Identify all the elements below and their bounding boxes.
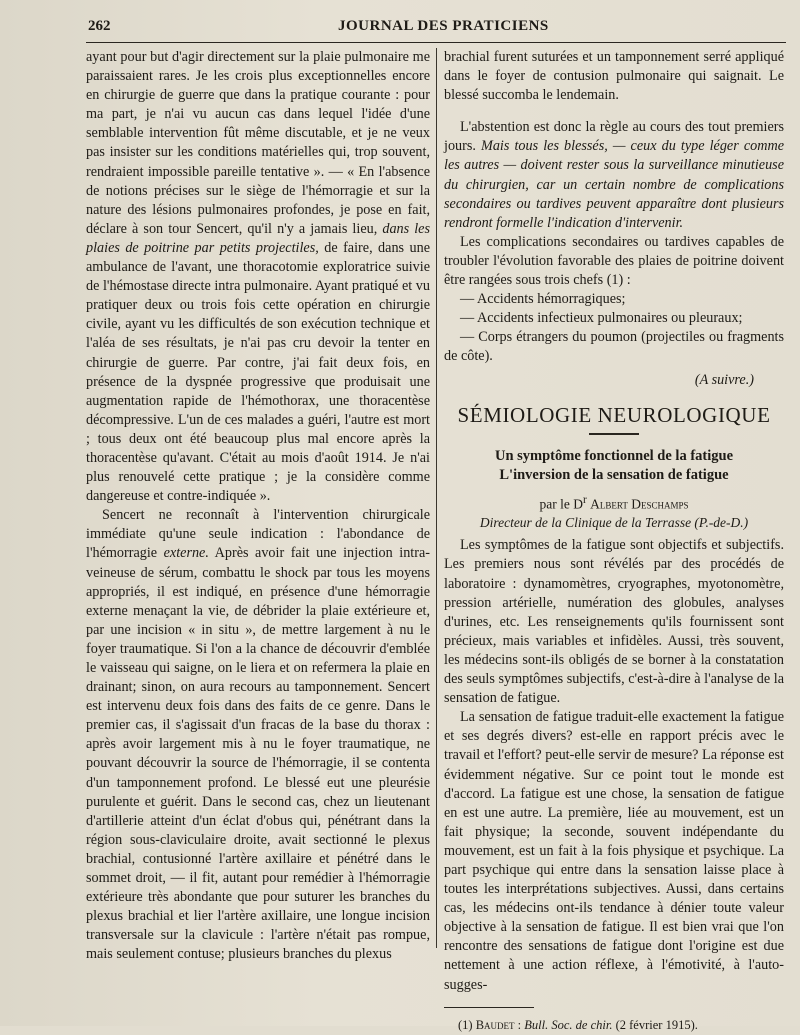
paragraph-symptomes: Les symptômes de la fatigue sont objectifs et subjectifs. Les premiers nous sont révélés par des procédés de laboratoire : dynamomètres, cryographes, myotonomètre, pression artérielle, numération des globules, analyses d'urines, etc. Les renseignements qu'ils fournissent sont précieux, mais variables et infidèles. Aussi, très souvent, les médecins sont-ils obligés de se borner à la constatation des seuls symptômes subjectifs, c'est-à-dire à l'analyse de la sensation de fatigue. (444, 537, 784, 707)
section-title: SÉMIOLOGIE NEUROLOGIQUE (457, 402, 771, 427)
list-item: — Accidents hémorragiques; (460, 291, 626, 308)
paragraph-complications: Les complications secondaires ou tardives capables de troubler l'évolution favorable des plaies de poitrine doivent être rangées sous trois chefs (1) : (444, 233, 784, 289)
paragraph-sencert: Sencert ne reconnaît à l'intervention chirurgicale immédiate qu'une seule indication : l'abondance de l'hémorragie externe. Après avoir fait une injection intra-veineuse de sérum, combattu le shock par tous les moyens appropriés, il est indiqué, en présence d'une hémorragie externe menaçant la vie, de débrider la plaie extérieure et, par une incision « in situ », de mettre largement à nu le foyer traumatique. Si l'on a la chance de découvrir d'emblée le vaisseau qui saigne, on le liera et on refermera la plaie en drainant; sinon, on aura recours au tamponnement. Sencert est intervenu deux fois dans des faits de ce genre. Dans le premier cas, il s'agissait d'un fracas de la base du thorax : après avoir largement mis à nu le foyer traumatique, ne pouvant découvrir la source de l'hémorragie, il se contenta d'un tamponnement profond. Le blessé eut une pleurésie purulente et guérit. Dans le second cas, chez un lieutenant d'artillerie atteint d'un éclat d'obus qui, pénétrant dans la région sous-claviculaire droite, avait sectionné le plexus brachial, contusionné l'artère axillaire et pénétré dans le sommet droit, — il fit, autant pour remédier à l'hémorragie extérieure très abondante que pour suturer les branches du plexus brachial et lier l'artère axillaire, une longue incision transversale sur la clavicule : l'artère n'était pas rompue, mais seulement contuse; plusieurs branches du plexus (86, 507, 430, 963)
italic-phrase: dans les plaies de poitrine par petits projectiles, (86, 220, 430, 256)
journal-title: JOURNAL DES PRATICIENS (338, 18, 549, 34)
italic-externe: externe. (163, 545, 209, 562)
paragraph-sensation: La sensation de fatigue traduit-elle exactement la fatigue et ses degrés divers? est-elle en rapport précis avec le travail et l'effort? peut-elle servir de mesure? La réponse est évidemment négative. Sur ce point tout le monde est d'accord. La fatigue est une chose, la sensation de fatigue en est une autre. La première, liée au mouvement, est un fait physique; la seconde, souvent indépendante du mouvement, est un fait à la fois physique et psychique. La part psychique qui entre dans la sensation laisse place à toutes les interprétations subjectives. Aussi, dans certains cas, les médecins ont-ils tendance à dénier toute valeur objective à la sensation de fatigue. Il est bien vrai que l'on rencontre des sensations de fatigue dont l'origine est due nettement à une action réflexe, à l'émotivité, à l'auto-sugges- (444, 709, 784, 993)
paragraph-brachial: brachial furent suturées et un tamponnement serré appliqué dans le foyer de contusion pulmonaire qui saignait. Le blessé succomba le lendemain. (444, 49, 784, 104)
spacer (444, 105, 784, 118)
left-column (86, 48, 430, 965)
article-title (444, 447, 784, 485)
author-affiliation: Directeur de la Clinique de la Terrasse (P.-de-D.) (479, 515, 749, 531)
author-name: Albert Deschamps (590, 496, 689, 512)
page-number: 262 (88, 18, 111, 34)
column-divider (436, 48, 437, 948)
right-column (444, 48, 784, 1035)
list-item: — Corps étrangers du poumon (projectiles ou fragments de côte). (444, 329, 784, 365)
paragraph-abstention: L'abstention est donc la règle au cours des tout premiers jours. Mais tous les blessés, — ceux du type léger comme les autres — doivent rester sous la surveillance minutieuse du chirurgien, car un certain nombre de complications secondaires ou tardives peuvent apparaître dont plusieurs rendront formelle l'indication d'intervenir. (444, 119, 785, 231)
byline: par le $D^r$ Albert Deschamps (539, 493, 689, 512)
article-title-line-1: Un symptôme fonctionnel de la fatigue (494, 447, 734, 464)
article-title-line-2: L'inversion de la sensation de fatigue (499, 466, 729, 483)
section-rule (589, 433, 639, 435)
list-item: — Accidents infectieux pulmonaires ou pleuraux; (460, 310, 743, 327)
a-suivre: (A suivre.) (694, 371, 754, 388)
page-header (88, 18, 788, 40)
header-rule (86, 42, 786, 43)
paragraph-continuation: ayant pour but d'agir directement sur la plaie pulmonaire me paraissaient rares. Je les crois plus exceptionnelles encore en chirurgie de guerre que dans la pratique courante : pour ma part, je n'ai vu aucun cas dans lequel l'idée d'une semblable intervention fût même discutable, et je ne veux pas insister sur les conditions matérielles qui, trop souvent, rendraient impossible pareille tentative ». — « En l'absence de notions précises sur le siège de l'hémorragie et sur la nature des lésions pulmonaires profondes, je pose en fait, déclare à son tour Sencert, qu'il n'y a jamais lieu, dans les plaies de poitrine par petits projectiles, de faire, dans une ambulance de l'avant, une thoracotomie exploratrice suivie de l'hémostase directe intra pulmonaire. Ayant pratiqué et vu pratiquer deux ou trois fois cette opération en chirurgie civile, ayant vu les difficultés de son exécution technique et l'aléa de ses résultats, je n'ai pas cru devoir la tenter en chirurgie de guerre. Par contre, j'ai fait deux fois, en présence de la dyspnée progressive que produisait une augmentation rapide de l'hémothorax, une thoracentèse décompressive. L'un de ces malades a guéri, l'autre est mort ; tous deux ont été beaucoup plus mal encore après la thoracentèse qu'avant. C'était au mois d'août 1914. Je n'ai plus renouvelé cette pratique ; je la considère comme dangereuse et contre-indiquée ». (86, 49, 430, 505)
footnote-rule (444, 1007, 534, 1008)
footnote: (1) Baudet : Bull. Soc. de chir. (2 février 1915). (458, 1017, 698, 1032)
italic-surveillance: Mais tous les blessés, — ceux du type léger comme les autres — doivent rester sous la surveillance minutieuse du chirurgien, car un certain nombre de complications secondaires ou tardives peuvent apparaître dont plusieurs rendront formelle l'indication d'intervenir. (444, 138, 785, 231)
